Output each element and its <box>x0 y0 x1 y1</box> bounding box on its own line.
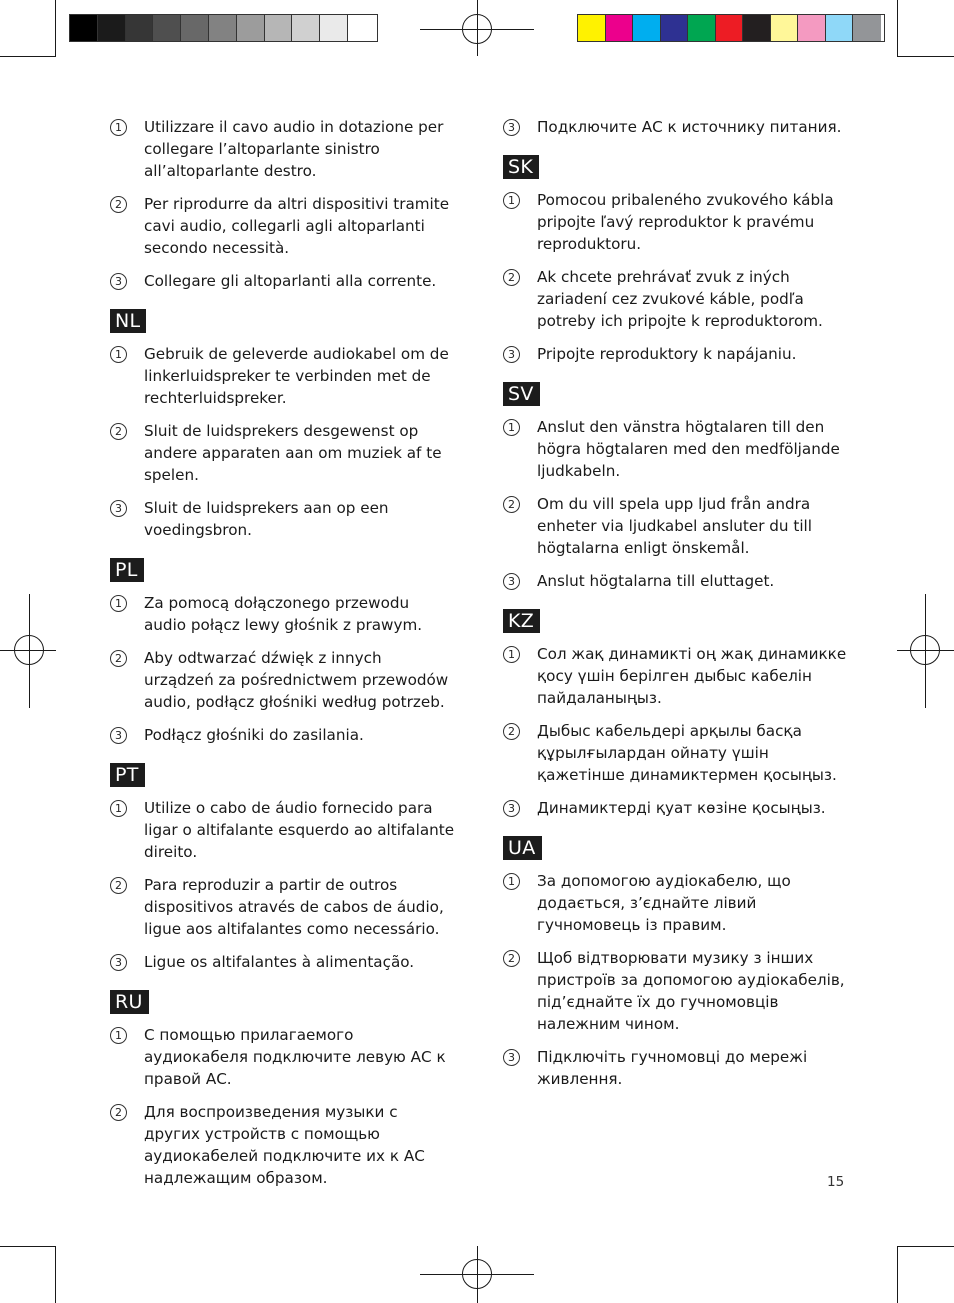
step-text: Para reproduzir a partir de outros dispositivos através de cabos de áudio, ligue aos altifalantes como necessário. <box>144 876 444 938</box>
step-number-badge: 2 <box>110 1104 127 1121</box>
language-section <box>110 552 455 746</box>
language-section <box>503 376 848 592</box>
color-swatch <box>716 15 744 41</box>
color-swatch <box>771 15 799 41</box>
step-text: Підключіть гучномовці до мережі живлення. <box>537 1048 808 1088</box>
step-number-badge: 1 <box>110 1027 127 1044</box>
step-text: Za pomocą dołączonego przewodu audio połącz lewy głośnik z prawym. <box>144 594 423 634</box>
step-number-badge: 2 <box>503 950 520 967</box>
language-code-label: NL <box>110 309 146 333</box>
step-number-badge: 1 <box>503 646 520 663</box>
language-code-label: PL <box>110 558 144 582</box>
step-text: Sluit de luidsprekers aan op een voedingsbron. <box>144 499 389 539</box>
step-text: Utilizzare il cavo audio in dotazione per collegare l’altoparlante sinistro all’altoparlante destro. <box>144 118 444 180</box>
language-code-label: PT <box>110 763 145 787</box>
step-text: Сол жақ динамикті оң жақ динамикке қосу үшін берілген дыбыс кабелін пайдаланыңыз. <box>537 645 847 707</box>
instruction-step <box>110 951 455 973</box>
color-swatch <box>633 15 661 41</box>
step-number-badge: 3 <box>110 500 127 517</box>
step-number-badge: 1 <box>110 800 127 817</box>
instruction-step <box>110 343 455 409</box>
step-text: Per riprodurre da altri dispositivi tramite cavi audio, collegarli agli altoparlanti secondo necessità. <box>144 195 450 257</box>
step-number-badge: 3 <box>503 346 520 363</box>
step-text: Om du vill spela upp ljud från andra enheter via ljudkabel ansluter du till högtalarna enligt önskemål. <box>537 495 812 557</box>
instruction-step <box>503 720 848 786</box>
step-text: Pomocou pribaleného zvukového kábla pripojte ľavý reproduktor k pravému reproduktoru. <box>537 191 834 253</box>
color-swatch <box>237 15 265 41</box>
step-number-badge: 1 <box>503 873 520 890</box>
instruction-step <box>110 874 455 940</box>
step-text: Дыбыс кабельдері арқылы басқа құрылғылардан ойнату үшін қажетінше динамиктермен қосыңыз. <box>537 722 837 784</box>
step-text: Gebruik de geleverde audiokabel om de linkerluidspreker te verbinden met de rechterluidspreker. <box>144 345 449 407</box>
step-text: Collegare gli altoparlanti alla corrente. <box>144 272 437 290</box>
color-swatch <box>853 15 881 41</box>
step-text: Utilize o cabo de áudio fornecido para ligar o altifalante esquerdo ao altifalante direito. <box>144 799 455 861</box>
step-number-badge: 2 <box>110 196 127 213</box>
instruction-step <box>110 193 455 259</box>
step-number-badge: 3 <box>110 954 127 971</box>
color-calibration-bar <box>577 14 885 42</box>
step-number-badge: 1 <box>110 119 127 136</box>
step-text: Ligue os altifalantes à alimentação. <box>144 953 415 971</box>
instruction-step <box>503 570 848 592</box>
step-text: Pripojte reproduktory k napájaniu. <box>537 345 797 363</box>
right-column <box>503 116 848 1101</box>
step-number-badge: 1 <box>503 419 520 436</box>
language-code-label: SV <box>503 382 540 406</box>
step-text: Для воспроизведения музыки с других устройств с помощью аудиокабелей подключите их к АС надлежащим образом. <box>144 1103 425 1187</box>
step-number-badge: 2 <box>503 723 520 740</box>
step-number-badge: 2 <box>110 877 127 894</box>
language-section <box>503 830 848 1090</box>
color-swatch <box>578 15 606 41</box>
language-code-label: SK <box>503 155 539 179</box>
step-text: Podłącz głośniki do zasilania. <box>144 726 364 744</box>
language-code-label: UA <box>503 836 542 860</box>
instruction-step <box>503 1046 848 1090</box>
color-swatch <box>181 15 209 41</box>
instruction-step <box>503 870 848 936</box>
color-swatch <box>348 15 376 41</box>
language-section <box>110 984 455 1189</box>
step-number-badge: 2 <box>503 269 520 286</box>
left-column <box>110 116 455 1200</box>
instruction-step <box>110 647 455 713</box>
color-swatch <box>209 15 237 41</box>
color-swatch <box>798 15 826 41</box>
instruction-step <box>110 797 455 863</box>
instruction-step <box>503 343 848 365</box>
step-text: Щоб відтворювати музику з інших пристроїв за допомогою аудіокабелів, під’єднайте їх до гучномовців належним чином. <box>537 949 845 1033</box>
instruction-step <box>110 1101 455 1189</box>
step-number-badge: 3 <box>110 273 127 290</box>
step-text: Anslut högtalarna till eluttaget. <box>537 572 775 590</box>
language-code-label: KZ <box>503 609 540 633</box>
instruction-step <box>110 497 455 541</box>
instruction-step <box>110 420 455 486</box>
instruction-step <box>503 947 848 1035</box>
instruction-step <box>503 189 848 255</box>
instruction-step <box>503 643 848 709</box>
step-number-badge: 3 <box>503 119 520 136</box>
instruction-step <box>503 797 848 819</box>
color-swatch <box>743 15 771 41</box>
language-section <box>110 303 455 541</box>
instruction-step <box>110 1024 455 1090</box>
step-number-badge: 3 <box>503 800 520 817</box>
instruction-step <box>110 592 455 636</box>
instruction-step <box>110 270 455 292</box>
page-number: 15 <box>827 1174 845 1190</box>
instruction-step <box>503 416 848 482</box>
color-swatch <box>265 15 293 41</box>
step-number-badge: 2 <box>110 650 127 667</box>
step-text: Anslut den vänstra högtalaren till den högra högtalaren med den medföljande ljudkabeln. <box>537 418 840 480</box>
step-number-badge: 3 <box>110 727 127 744</box>
step-text: Подключите АС к источнику питания. <box>537 118 842 136</box>
language-section <box>503 149 848 365</box>
step-number-badge: 1 <box>110 595 127 612</box>
grayscale-calibration-bar <box>69 14 378 42</box>
step-text: С помощью прилагаемого аудиокабеля подключите левую АС к правой АС. <box>144 1026 446 1088</box>
step-number-badge: 2 <box>503 496 520 513</box>
language-section <box>110 757 455 973</box>
color-swatch <box>153 15 181 41</box>
step-text: Aby odtwarzać dźwięk z innych urządzeń za pośrednictwem przewodów audio, podłącz głośniki według potrzeb. <box>144 649 449 711</box>
instruction-step <box>110 116 455 182</box>
color-swatch <box>292 15 320 41</box>
instruction-step <box>503 266 848 332</box>
language-code-label: RU <box>110 990 149 1014</box>
step-text: За допомогою аудіокабелю, що додається, з’єднайте лівий гучномовець із правим. <box>537 872 791 934</box>
color-swatch <box>606 15 634 41</box>
color-swatch <box>320 15 348 41</box>
step-text: Ak chcete prehrávať zvuk z iných zariadení cez zvukové káble, podľa potreby ich pripojte k reproduktorom. <box>537 268 823 330</box>
instruction-step <box>110 724 455 746</box>
instruction-step <box>503 493 848 559</box>
color-swatch <box>826 15 854 41</box>
color-swatch <box>126 15 154 41</box>
step-number-badge: 2 <box>110 423 127 440</box>
color-swatch <box>688 15 716 41</box>
step-text: Динамиктерді қуат көзіне қосыңыз. <box>537 799 826 817</box>
step-number-badge: 1 <box>110 346 127 363</box>
color-swatch <box>98 15 126 41</box>
color-swatch <box>70 15 98 41</box>
step-number-badge: 1 <box>503 192 520 209</box>
step-text: Sluit de luidsprekers desgewenst op andere apparaten aan om muziek af te spelen. <box>144 422 442 484</box>
step-number-badge: 3 <box>503 573 520 590</box>
language-section <box>503 603 848 819</box>
instruction-step <box>503 116 848 138</box>
color-swatch <box>661 15 689 41</box>
step-number-badge: 3 <box>503 1049 520 1066</box>
